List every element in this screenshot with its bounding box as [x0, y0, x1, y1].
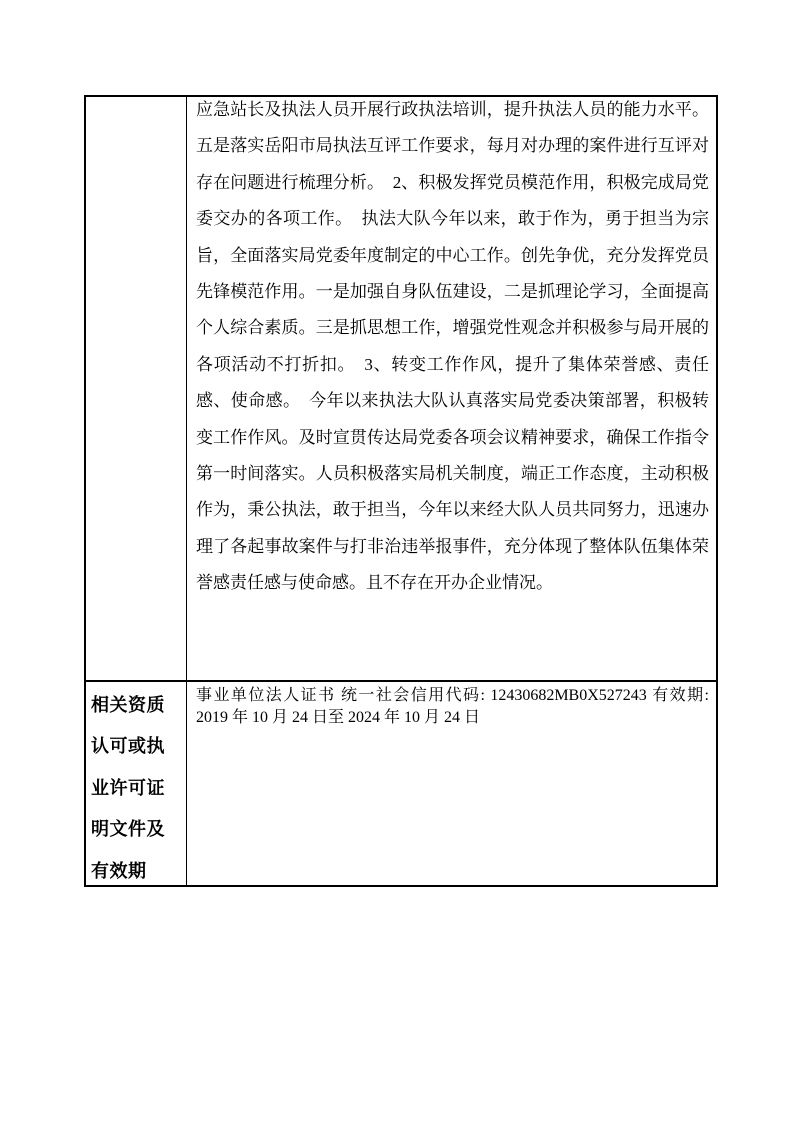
- qualification-header-line: 明文件及: [91, 819, 165, 840]
- qualification-table: [84, 95, 718, 887]
- certificate-text: 事业单位法人证书 统一社会信用代码: 12430682MB0X527243 有效期: 2019 年 10 月 24 日至 2024 年 10 月 24 日: [196, 687, 709, 726]
- qualification-header-line: 有效期: [91, 860, 147, 881]
- qualification-header-line: 业许可证: [91, 777, 165, 798]
- work-summary-cell: [187, 97, 716, 680]
- qualification-header-cell: [86, 680, 187, 885]
- qualification-header-line: 认可或执: [91, 736, 165, 757]
- qualification-header-line: 相关资质: [91, 695, 165, 715]
- row1-header-cell-empty: [86, 97, 187, 680]
- work-summary-text: 应急站长及执法人员开展行政执法培训，提升执法人员的能力水平。五是落实岳阳市局执法互评工作要求，每月对办理的案件进行互评对存在问题进行梳理分析。 2、积极发挥党员模范作用，积极完成局党委交办的各项工作。 执法大队今年以来，敢于作为，勇于担当为宗旨，全面落实局党委年度制定的中心工作。创先争优，充分发挥党员先锋模范作用。一是加强自身队伍建设，二是抓理论学习，全面提高个人综合素质。三是抓思想工作，增强党性观念并积极参与局开展的各项活动不打折扣。 3、转变工作作风，提升了集体荣誉感、责任感、使命感。 今年以来执法大队认真落实局党委决策部署，积极转变工作作风。及时宣贯传达局党委各项会议精神要求，确保工作指令第一时间落实。人员积极落实局机关制度，端正工作态度，主动积极作为，秉公执法，敢于担当，今年以来经大队人员共同努力，迅速办理了各起事故案件与打非治违举报事件，充分体现了整体队伍集体荣誉感责任感与使命感。且不存在开办企业情况。: [196, 100, 709, 593]
- qualification-content-cell: [187, 680, 716, 885]
